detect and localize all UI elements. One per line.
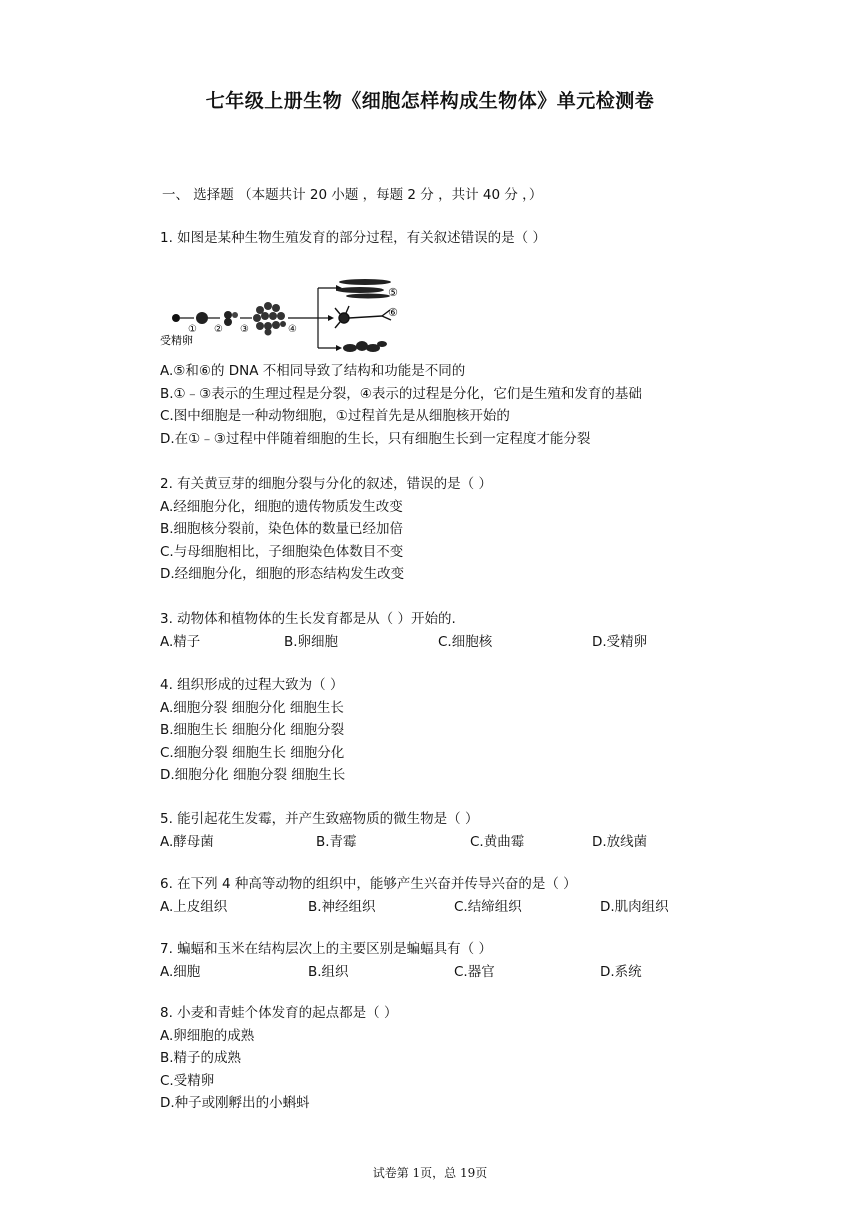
option-a[interactable]: A.经细胞分化，细胞的遗传物质发生改变 — [160, 498, 403, 515]
option-b[interactable]: B.细胞生长 细胞分化 细胞分裂 — [160, 722, 345, 738]
muscle-cell-icon — [336, 279, 391, 299]
option-c[interactable]: C.细胞分裂 细胞生长 细胞分化 — [160, 744, 345, 761]
option-b[interactable]: B.细胞核分裂前，染色体的数量已经加倍 — [160, 521, 404, 537]
option-b[interactable]: B.神经组织 — [308, 898, 376, 915]
option-c[interactable]: C.与母细胞相比，子细胞染色体数目不变 — [160, 543, 404, 560]
question-stem: 3. 动物体和植物体的生长发育都是从（ ）开始的. — [160, 611, 456, 627]
question-stem: 1. 如图是某种生物生殖发育的部分过程，有关叙述错误的是（ ） — [160, 230, 546, 246]
label-6: ⑥ — [388, 306, 398, 319]
option-b[interactable]: B.组织 — [308, 963, 349, 980]
label-5: ⑤ — [388, 286, 398, 299]
connective-cell-icon — [343, 341, 387, 352]
question-3 — [160, 608, 647, 653]
question-2 — [160, 473, 492, 586]
option-d[interactable]: D.种子或刚孵出的小蝌蚪 — [160, 1095, 310, 1111]
question-8 — [160, 1002, 397, 1115]
option-a[interactable]: A.上皮组织 — [160, 898, 228, 915]
page-footer: 试卷第 1页，总 19页 — [372, 1166, 488, 1180]
label-4: ④ — [288, 324, 297, 335]
option-a[interactable]: A.卵细胞的成熟 — [160, 1027, 255, 1044]
option-a[interactable]: A.细胞分裂 细胞分化 细胞生长 — [160, 699, 344, 716]
cell-development-diagram — [160, 276, 420, 358]
fertilized-egg-icon — [172, 314, 180, 322]
option-b[interactable]: B.卵细胞 — [284, 633, 339, 650]
section-heading: 一、 选择题 （本题共计 20 小题 ，每题 2 分 ，共计 40 分 ，） — [162, 187, 543, 203]
question-7 — [160, 938, 642, 983]
option-d[interactable]: D.放线菌 — [592, 833, 648, 850]
label-3: ③ — [240, 324, 249, 335]
option-c[interactable]: C.结缔组织 — [454, 898, 522, 915]
question-stem: 4. 组织形成的过程大致为（ ） — [160, 677, 344, 693]
option-a[interactable]: A.酵母菌 — [160, 833, 214, 850]
option-c[interactable]: C.器官 — [454, 963, 495, 980]
option-a[interactable]: A.细胞 — [160, 963, 201, 980]
question-stem: 2. 有关黄豆芽的细胞分裂与分化的叙述，错误的是（ ） — [160, 476, 492, 492]
option-d[interactable]: D.肌肉组织 — [600, 898, 669, 915]
question-stem: 7. 蝙蝠和玉米在结构层次上的主要区别是蝙蝠具有（ ） — [160, 941, 492, 957]
question-6 — [160, 873, 669, 918]
option-d[interactable]: D.受精卵 — [592, 633, 648, 650]
fertilized-egg-caption: 受精卵 — [160, 334, 193, 347]
option-c[interactable]: C.图中细胞是一种动物细胞，①过程首先是从细胞核开始的 — [160, 408, 510, 424]
two-cell-icon — [196, 312, 208, 324]
option-b[interactable]: B.青霉 — [316, 833, 357, 850]
question-4 — [160, 674, 345, 787]
question-stem: 5. 能引起花生发霉，并产生致癌物质的微生物是（ ） — [160, 811, 479, 827]
label-1: ① — [188, 324, 197, 335]
option-c[interactable]: C.细胞核 — [438, 633, 493, 650]
question-1 — [160, 227, 546, 250]
label-2: ② — [214, 324, 223, 335]
option-d[interactable]: D.在①﹣③过程中伴随着细胞的生长，只有细胞生长到一定程度才能分裂 — [160, 430, 591, 447]
cell-cluster-icon — [253, 302, 286, 336]
option-a[interactable]: A.精子 — [160, 633, 201, 650]
neuron-icon — [335, 306, 391, 328]
option-a[interactable]: A.⑤和⑥的 DNA 不相同导致了结构和功能是不同的 — [160, 363, 466, 379]
page-title: 七年级上册生物《细胞怎样构成生物体》单元检测卷 — [205, 90, 655, 112]
option-b[interactable]: B.精子的成熟 — [160, 1050, 242, 1066]
question-1-options — [160, 360, 642, 450]
option-c[interactable]: C.黄曲霉 — [470, 833, 525, 850]
option-d[interactable]: D.经细胞分化，细胞的形态结构发生改变 — [160, 566, 405, 582]
option-c[interactable]: C.受精卵 — [160, 1072, 215, 1089]
question-5 — [160, 808, 647, 853]
question-stem: 8. 小麦和青蛙个体发育的起点都是（ ） — [160, 1005, 398, 1021]
option-b[interactable]: B.①﹣③表示的生理过程是分裂，④表示的过程是分化，它们是生殖和发育的基础 — [160, 385, 642, 402]
option-d[interactable]: D.细胞分化 细胞分裂 细胞生长 — [160, 767, 346, 783]
option-d[interactable]: D.系统 — [600, 963, 642, 980]
question-stem: 6. 在下列 4 种高等动物的组织中，能够产生兴奋并传导兴奋的是（ ） — [160, 876, 577, 892]
